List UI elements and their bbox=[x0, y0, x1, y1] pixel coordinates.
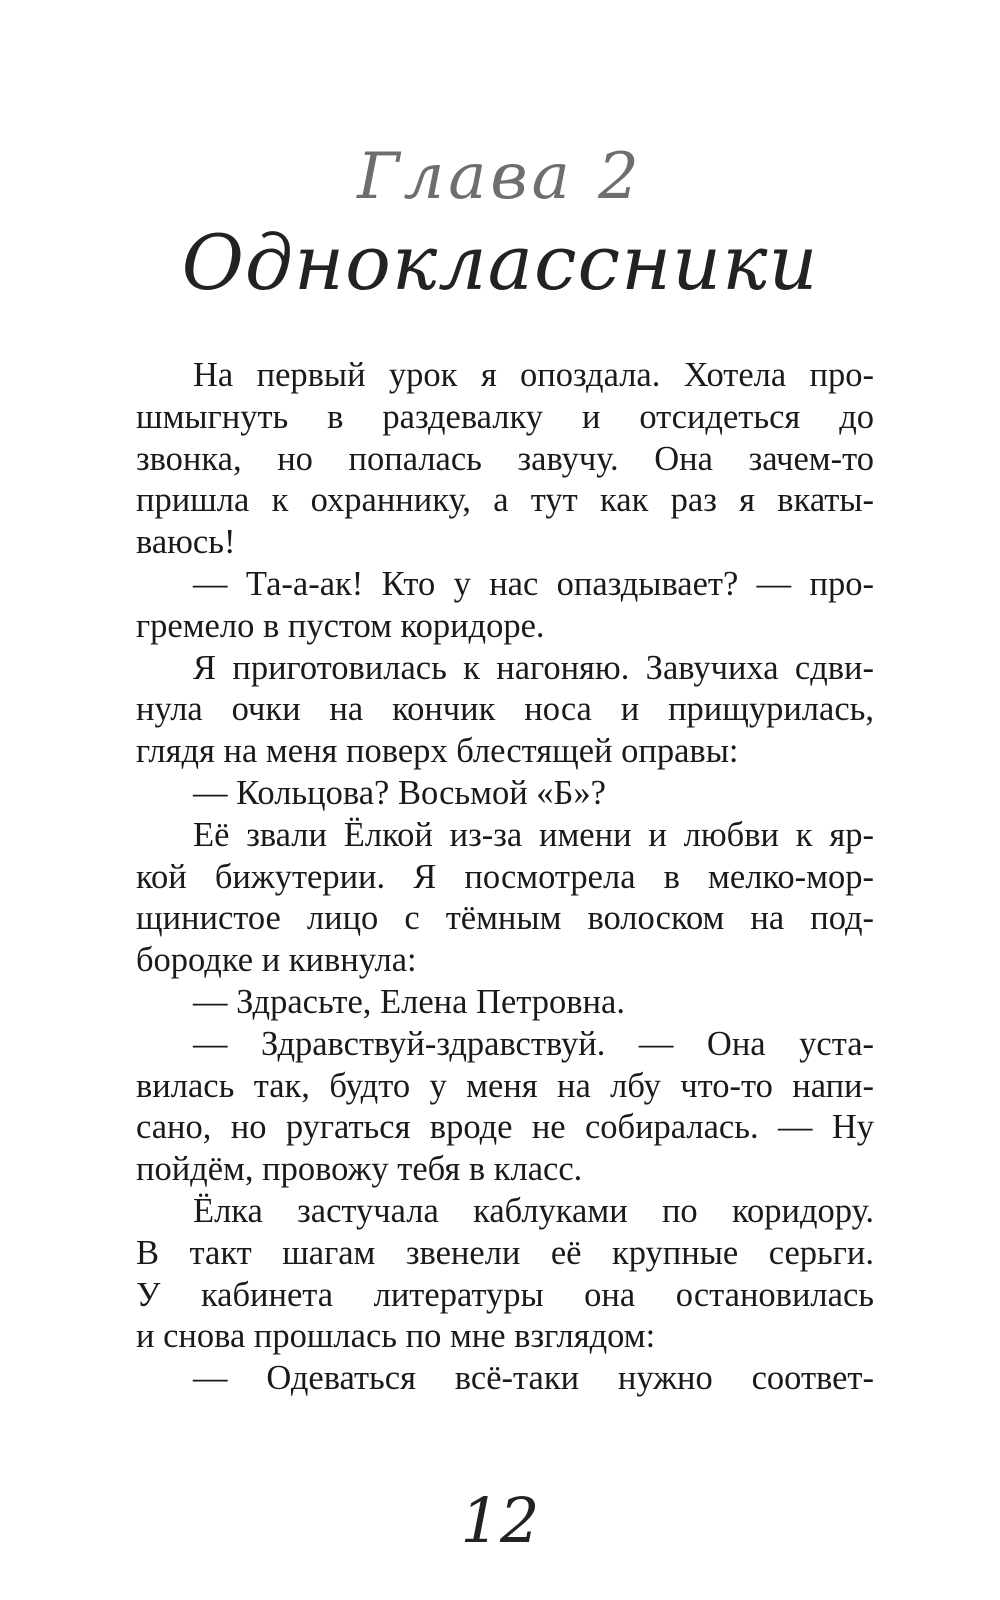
text-line: У кабинета литературы она остановилась bbox=[136, 1275, 874, 1314]
text-line: — Здрасьте, Елена Петровна. bbox=[193, 982, 625, 1021]
text-line: ваюсь! bbox=[136, 523, 236, 562]
text-line: — Кольцова? Восьмой «Б»? bbox=[193, 773, 606, 812]
text-line: вилась так, будто у меня на лбу что-то напи- bbox=[136, 1066, 874, 1105]
text-line: бородке и кивнула: bbox=[136, 941, 417, 980]
text-line: глядя на меня поверх блестящей оправы: bbox=[136, 732, 739, 771]
text-line: На первый урок я опоздала. Хотела про- bbox=[193, 356, 874, 394]
page-number: 12 bbox=[460, 1484, 540, 1557]
text-line: — Одеваться всё-таки нужно соответ- bbox=[193, 1359, 874, 1398]
text-line: гремело в пустом коридоре. bbox=[136, 606, 545, 645]
text-line: Я приготовилась к нагоняю. Завучиха сдви- bbox=[193, 648, 874, 687]
text-line: пойдём, провожу тебя в класс. bbox=[136, 1150, 583, 1189]
text-line: Её звали Ёлкой из-за имени и любви к яр- bbox=[193, 815, 874, 854]
text-line: пришла к охраннику, а тут как раз я вкаты- bbox=[136, 481, 874, 520]
text-line: шмыгнуть в раздевалку и отсидеться до bbox=[136, 397, 874, 436]
text-line: кой бижутерии. Я посмотрела в мелко-мор- bbox=[136, 857, 874, 896]
text-line: щинистое лицо с тёмным волоском на под- bbox=[136, 899, 874, 938]
text-line: — Здравствуй-здравствуй. — Она уста- bbox=[193, 1024, 874, 1063]
text-line: и снова прошлась по мне взглядом: bbox=[136, 1317, 656, 1356]
chapter-title: Одноклассники bbox=[181, 218, 819, 307]
chapter-label: Глава 2 bbox=[357, 140, 643, 214]
text-line: звонка, но попалась завучу. Она зачем-то bbox=[136, 439, 874, 478]
text-line: — Та-а-ак! Кто у нас опаздывает? — про- bbox=[193, 564, 874, 603]
chapter-body-text bbox=[136, 355, 874, 1400]
text-line: нула очки на кончик носа и прищурилась, bbox=[136, 690, 874, 729]
text-line: В такт шагам звенели её крупные серьги. bbox=[136, 1233, 874, 1272]
text-line: Ёлка застучала каблуками по коридору. bbox=[193, 1191, 874, 1230]
text-line: сано, но ругаться вроде не собиралась. — Ну bbox=[136, 1108, 874, 1147]
